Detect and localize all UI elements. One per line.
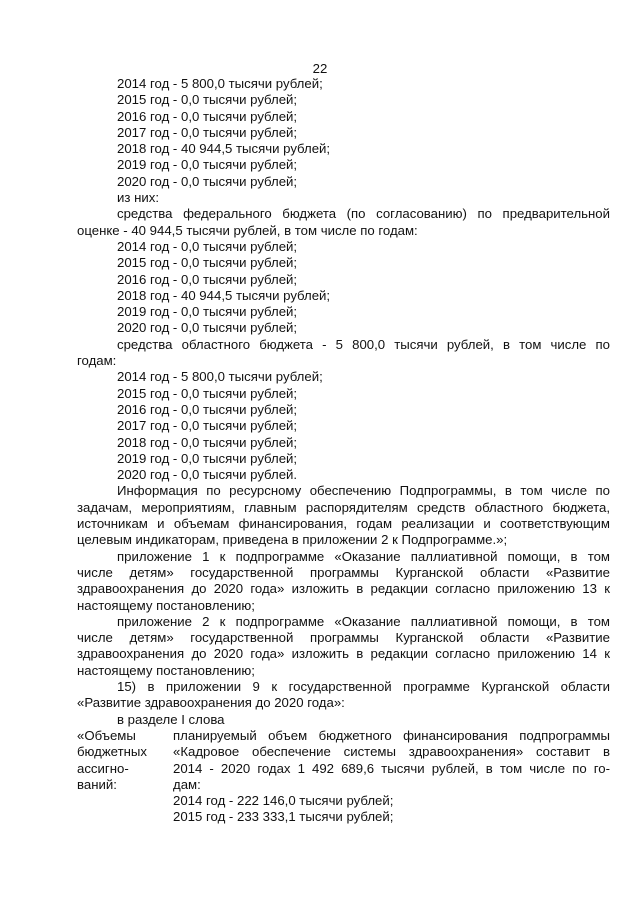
text-line: оценке - 40 944,5 тысячи рублей, в том числе по годам: — [77, 222, 418, 238]
text-line: средства федерального бюджета (по согласованию) по предварительной — [117, 206, 610, 222]
text-line: средства областного бюджета - 5 800,0 тысячи рублей, в том числе по — [117, 336, 610, 352]
page-number: 22 — [312, 61, 328, 76]
text-line: 2020 год - 0,0 тысячи рублей. — [117, 467, 298, 483]
table-cell-value: планируемый объем бюджетного финансирования подпрограммы — [173, 728, 610, 743]
text-line: 15) в приложении 9 к государственной программе Курганской области — [117, 678, 610, 694]
text-line: 2019 год - 0,0 тысячи рублей; — [117, 450, 298, 466]
text-line: 2020 год - 0,0 тысячи рублей; — [117, 320, 298, 336]
text-line: Информация по ресурсному обеспечению Подпрограммы, в том числе по — [117, 483, 610, 499]
text-line: годам: — [77, 353, 117, 369]
text-line: 2019 год - 0,0 тысячи рублей; — [117, 304, 298, 320]
text-line: 2018 год - 40 944,5 тысячи рублей; — [117, 287, 331, 303]
table-row — [77, 744, 610, 760]
text-line: 2020 год - 0,0 тысячи рублей; — [117, 173, 298, 189]
table-cell-label: бюджетных — [77, 744, 147, 760]
text-line: настоящему постановлению; — [77, 597, 255, 613]
table-row — [77, 809, 610, 825]
text-line: в разделе I слова — [117, 711, 225, 727]
table-row — [77, 761, 610, 777]
text-line: 2018 год - 40 944,5 тысячи рублей; — [117, 141, 331, 157]
table-cell-value: 2014 год - 222 146,0 тысячи рублей; — [173, 793, 394, 809]
text-line: 2016 год - 0,0 тысячи рублей; — [117, 401, 298, 417]
text-line: числе детям» государственной программы Курганской области «Развитие — [77, 564, 610, 580]
table-cell-value: дам: — [173, 776, 201, 792]
text-line: приложение 2 к подпрограмме «Оказание паллиативной помощи, в том — [117, 613, 610, 629]
table-cell-label: «Объемы — [77, 728, 136, 743]
table-cell-value: 2015 год - 233 333,1 тысячи рублей; — [173, 809, 394, 825]
text-line: 2017 год - 0,0 тысячи рублей; — [117, 418, 298, 434]
text-line: приложение 1 к подпрограмме «Оказание паллиативной помощи, в том — [117, 548, 610, 564]
table-cell-value: 2014 - 2020 годах 1 492 689,6 тысячи рублей, в том числе по го- — [173, 760, 610, 776]
document-body — [77, 76, 610, 728]
table-cell-value: «Кадровое обеспечение системы здравоохранения» составит в — [173, 744, 610, 760]
table-row — [77, 728, 610, 744]
table-cell-label: ваний: — [77, 776, 117, 792]
text-line: настоящему постановлению; — [77, 662, 255, 678]
text-line: 2019 год - 0,0 тысячи рублей; — [117, 157, 298, 173]
text-line: источникам и объемам финансирования, годам реализации и соответствующим — [77, 516, 610, 532]
text-line: здравоохранения до 2020 года» изложить в редакции согласно приложению 14 к — [77, 646, 610, 662]
text-line: целевым индикаторам, приведена в приложении 2 к Подпрограмме.»; — [77, 532, 508, 548]
text-line: 2016 год - 0,0 тысячи рублей; — [117, 108, 298, 124]
text-line: 2015 год - 0,0 тысячи рублей; — [117, 385, 298, 401]
text-line: здравоохранения до 2020 года» изложить в редакции согласно приложению 13 к — [77, 581, 610, 597]
text-line: 2014 год - 5 800,0 тысячи рублей; — [117, 369, 323, 385]
text-line: «Развитие здравоохранения до 2020 года»: — [77, 695, 345, 711]
table-cell-label: ассигно- — [77, 760, 129, 776]
text-line: задачам, мероприятиям, главным распорядителям средств областного бюджета, — [77, 499, 610, 515]
text-line: 2018 год - 0,0 тысячи рублей; — [117, 434, 298, 450]
table-row — [77, 793, 610, 809]
text-line: из них: — [117, 190, 159, 206]
text-line: 2015 год - 0,0 тысячи рублей; — [117, 92, 298, 108]
text-line: 2014 год - 0,0 тысячи рублей; — [117, 238, 298, 254]
table-row — [77, 777, 610, 793]
budget-table — [77, 728, 610, 826]
text-line: 2016 год - 0,0 тысячи рублей; — [117, 271, 298, 287]
text-line: 2015 год - 0,0 тысячи рублей; — [117, 255, 298, 271]
text-line: числе детям» государственной программы Курганской области «Развитие — [77, 630, 610, 646]
text-line: 2014 год - 5 800,0 тысячи рублей; — [117, 76, 323, 91]
text-line: 2017 год - 0,0 тысячи рублей; — [117, 124, 298, 140]
